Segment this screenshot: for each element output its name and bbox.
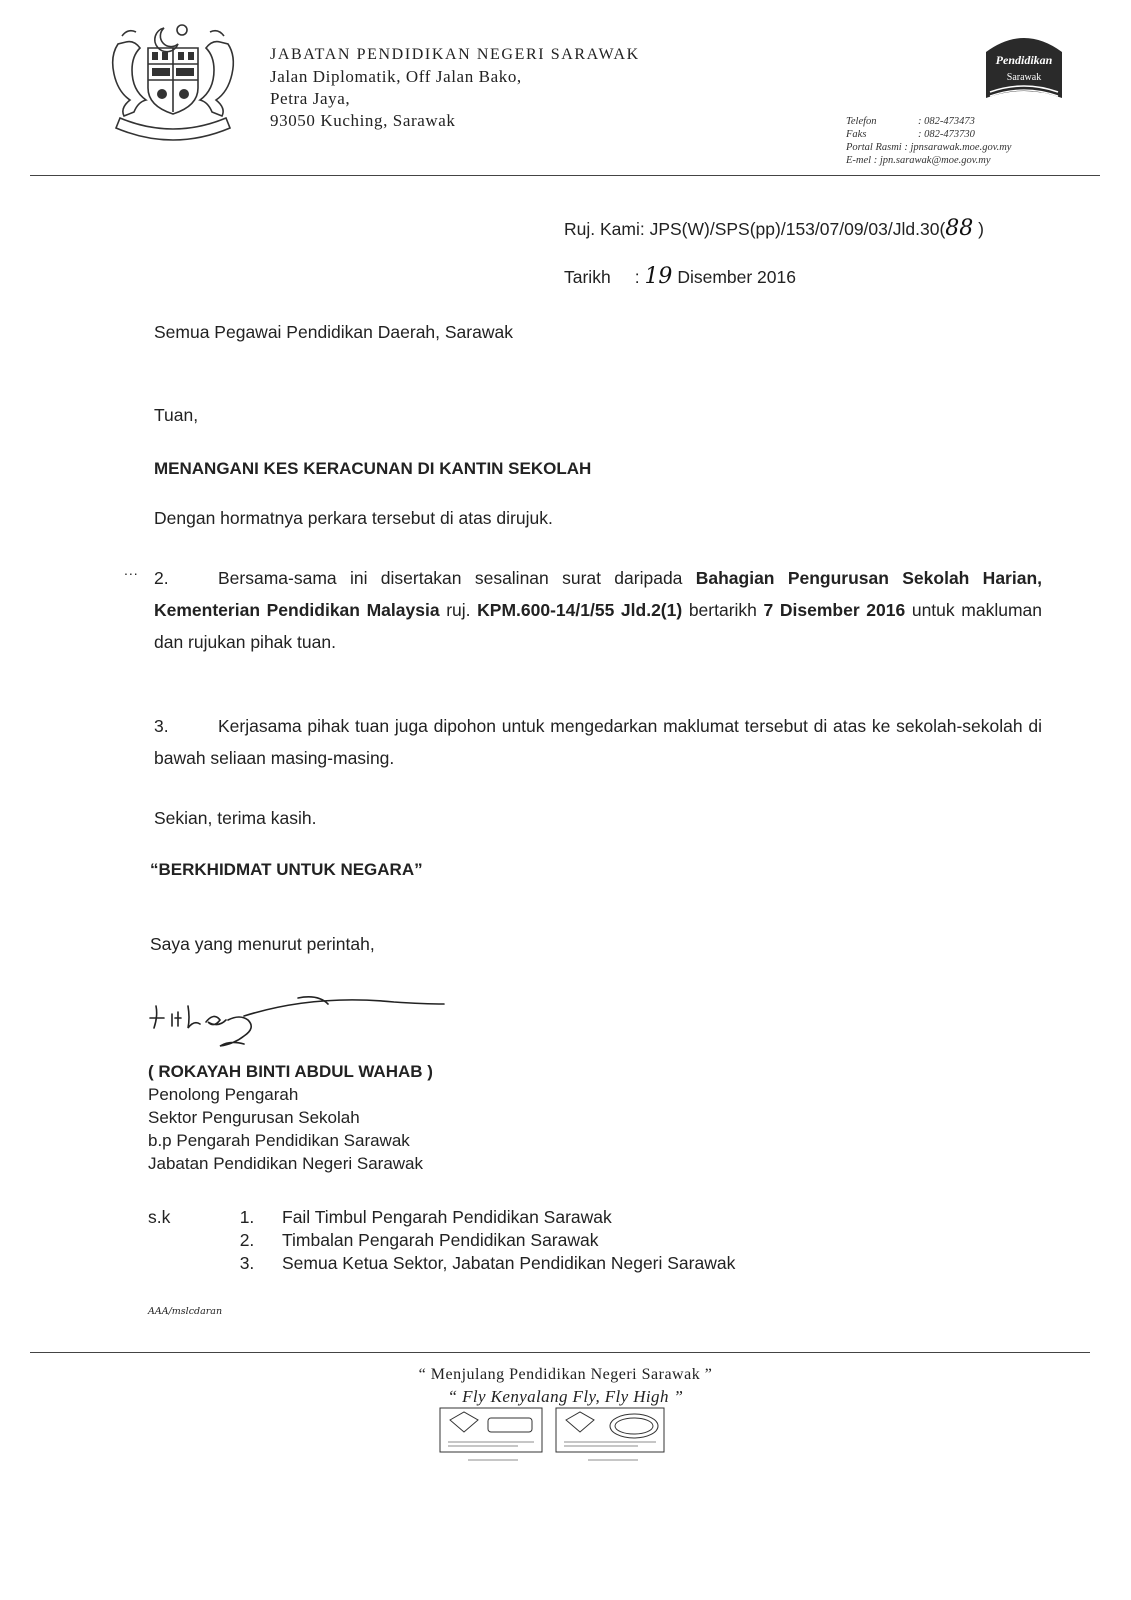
contact-row-email: E-mel : jpn.sarawak@moe.gov.my <box>846 155 991 166</box>
address-line-1: Jalan Diplomatik, Off Jalan Bako, <box>270 67 522 86</box>
paragraph-3: 3. Kerjasama pihak tuan juga dipohon untuk mengedarkan maklumat tersebut di atas ke sekolah-sekolah di bawah seliaan masing-masing. <box>154 716 1042 768</box>
motto: “BERKHIDMAT UNTUK NEGARA” <box>150 860 423 879</box>
contact-row-portal: Portal Rasmi : jpnsarawak.moe.gov.my <box>846 142 1012 153</box>
reference-handwritten-number: 88 <box>945 216 974 241</box>
logo-text-line-2: Sarawak <box>1006 72 1042 83</box>
certification-badges <box>438 1406 666 1474</box>
address-line-2: Petra Jaya, <box>270 89 351 108</box>
signatory-on-behalf: b.p Pengarah Pendidikan Sarawak <box>148 1131 410 1150</box>
by-order-line: Saya yang menurut perintah, <box>150 934 375 954</box>
salutation: Tuan, <box>154 405 199 425</box>
signatory-title: Penolong Pengarah <box>148 1085 299 1104</box>
footer-slogan: “ Menjulang Pendidikan Negeri Sarawak ” <box>418 1366 713 1383</box>
subject-heading: MENANGANI KES KERACUNAN DI KANTIN SEKOLAH <box>154 459 592 478</box>
pendidikan-sarawak-logo <box>982 30 1066 110</box>
department-address-block <box>270 44 640 132</box>
handwritten-signature <box>148 988 448 1056</box>
cc-item: s.k 1. Fail Timbul Pengarah Pendidikan Sarawak <box>148 1207 612 1227</box>
header-divider <box>30 175 1100 176</box>
carbon-copy-list <box>148 1206 735 1275</box>
signatory-block <box>148 1060 433 1175</box>
department-name: JABATAN PENDIDIKAN NEGERI SARAWAK <box>270 46 640 63</box>
contact-details <box>846 115 1011 167</box>
logo-text-line-1: Pendidikan <box>995 53 1053 67</box>
paragraph-1: Dengan hormatnya perkara tersebut di atas dirujuk. <box>154 508 553 528</box>
paragraph-2: 2. Bersama-sama ini disertakan sesalinan surat daripada Bahagian Pengurusan Sekolah Harian, Kementerian Pendidikan Malaysia ruj. KPM.600-14/1/55 Jld.2(1) bertarikh 7 Disember 2016 untuk makluman dan rujukan pihak tuan. <box>154 568 1043 652</box>
cc-item: 2. Timbalan Pengarah Pendidikan Sarawak <box>239 1230 599 1250</box>
footer-divider <box>30 1352 1090 1353</box>
recipient: Semua Pegawai Pendidikan Daerah, Sarawak <box>154 322 513 342</box>
margin-mark: ... <box>124 562 139 578</box>
reference-number: Ruj. Kami: JPS(W)/SPS(pp)/153/07/09/03/Jld.30(88 ) <box>564 216 984 241</box>
signatory-sector: Sektor Pengurusan Sekolah <box>148 1108 360 1127</box>
date-handwritten-day: 19 <box>644 264 673 289</box>
signatory-department: Jabatan Pendidikan Negeri Sarawak <box>148 1154 424 1173</box>
file-reference-footnote: AAA/mslcdaran <box>148 1306 223 1317</box>
contact-row-fax: Faks : 082-473730 <box>846 129 975 140</box>
letter-date: Tarikh : 19 Disember 2016 <box>564 264 796 289</box>
cc-item: 3. Semua Ketua Sektor, Jabatan Pendidikan Negeri Sarawak <box>239 1253 736 1273</box>
footer-tagline: “ Fly Kenyalang Fly, Fly High ” <box>447 1387 684 1406</box>
closing-line: Sekian, terima kasih. <box>154 808 317 828</box>
contact-row-phone: Telefon : 082-473473 <box>846 116 975 127</box>
signatory-name: ( ROKAYAH BINTI ABDUL WAHAB ) <box>148 1062 433 1081</box>
state-crest-logo <box>98 14 248 144</box>
address-line-3: 93050 Kuching, Sarawak <box>270 111 456 130</box>
